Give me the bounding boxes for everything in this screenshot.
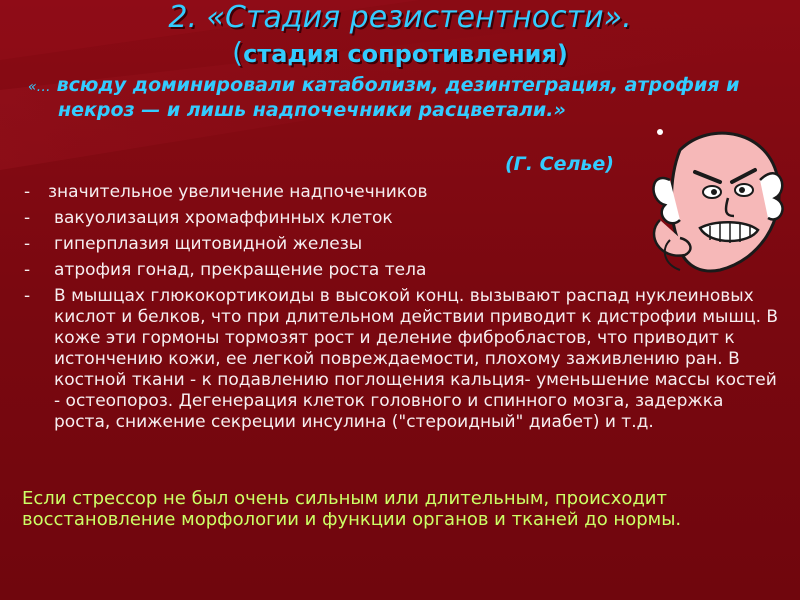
slide-subtitle	[0, 36, 800, 71]
list-item-text: атрофия гонад, прекращение роста тела	[54, 260, 427, 280]
list-item	[22, 260, 782, 281]
list-item	[22, 286, 782, 433]
list-item-text: вакуолизация хромаффинных клеток	[54, 208, 393, 228]
subtitle-text: стадия сопротивления)	[243, 40, 568, 68]
quote-author: (Г. Селье)	[505, 153, 614, 175]
symptom-list	[22, 182, 782, 438]
quote-text: всюду доминировали катаболизм, дезинтеграция, атрофия и некроз — и лишь надпочечники расцветали.»	[56, 74, 740, 121]
bullet-dash: -	[24, 182, 31, 202]
list-item	[22, 234, 782, 255]
bullet-dash: -	[24, 208, 31, 228]
conclusion-text: Если стрессор не был очень сильным или длительным, происходит восстановление морфологии и функции органов и тканей до нормы.	[22, 488, 682, 530]
bullet-dash: -	[24, 234, 31, 254]
selye-quote	[28, 74, 768, 122]
slide-title: 2. «Стадия резистентности».	[168, 0, 632, 35]
list-item-text: гиперплазия щитовидной железы	[54, 234, 363, 254]
bullet-dash: -	[24, 260, 31, 280]
subtitle-open-paren: (	[232, 36, 244, 69]
quote-prefix: «…	[28, 79, 51, 95]
list-item	[22, 208, 782, 229]
list-item-text: В мышцах глюкокортикоиды в высокой конц. вызывают распад нуклеиновых кислот и белков, что при длительном действии приводит к дистрофии мышц. В коже эти гормоны тормозят рост и деление фибробластов, что приводит к истончению кожи, ее легкой повреждаемости, плохому заживлению ран. В костной ткани - к подавлению поглощения кальция- уменьшение массы костей - остеопороз. Дегенерация клеток головного и спинного мозга, задержка роста, снижение секреции инсулина ("стероидный" диабет) и т.д.	[54, 286, 779, 432]
list-item	[22, 182, 782, 203]
bullet-dash: -	[24, 286, 31, 306]
list-item-text: значительное увеличение надпочечников	[48, 182, 428, 202]
quote-body	[28, 74, 768, 122]
